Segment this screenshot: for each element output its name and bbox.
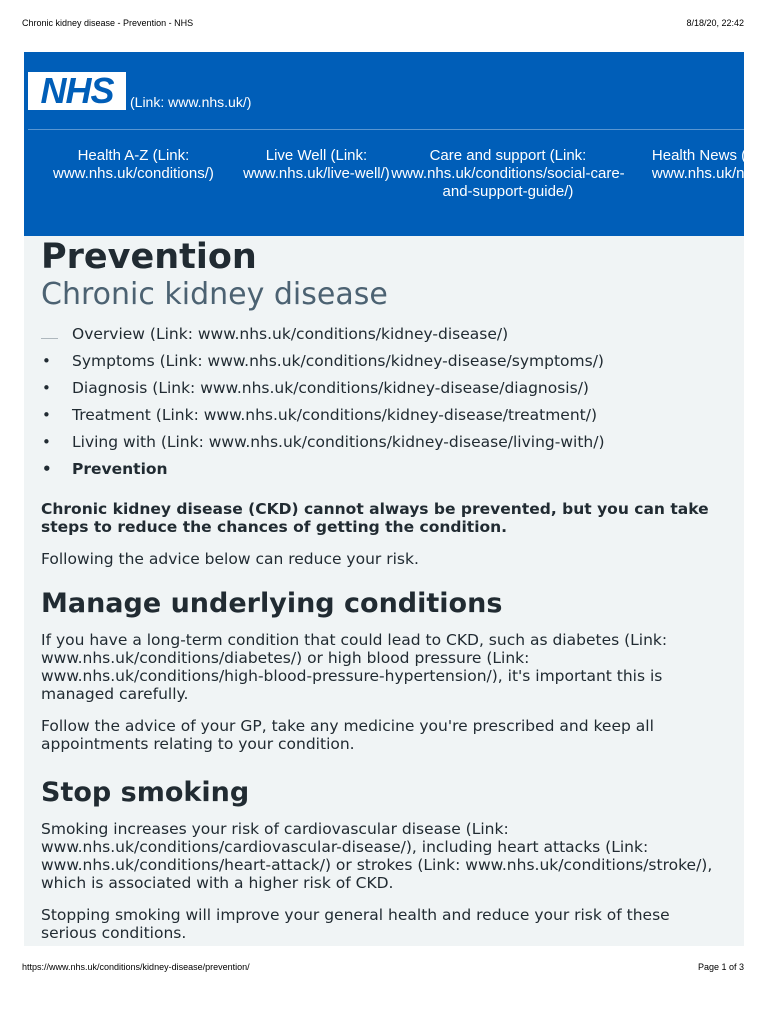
intro-paragraph: Following the advice below can reduce your risk. bbox=[41, 550, 419, 568]
print-page-title: Chronic kidney disease - Prevention - NHS bbox=[22, 18, 194, 28]
section-paragraph: If you have a long-term condition that could lead to CKD, such as diabetes (Link: www.nhs.uk/conditions/diabetes/) or high blood pressure (Link: www.nhs.uk/conditions/high-blood-pressure-hypertension/), it's important this is managed carefully. bbox=[41, 631, 668, 703]
contents-item-living-with[interactable] bbox=[41, 429, 724, 456]
nav-divider bbox=[28, 129, 744, 130]
contents-item-label[interactable]: Overview (Link: www.nhs.uk/conditions/kidney-disease/) bbox=[72, 325, 509, 343]
bullet-marker: • bbox=[42, 433, 51, 451]
dash-marker bbox=[41, 338, 58, 339]
section-paragraph: Stopping smoking will improve your general health and reduce your risk of these serious conditions. bbox=[41, 906, 670, 942]
contents-item-symptoms[interactable] bbox=[41, 348, 724, 375]
lead-paragraph: Chronic kidney disease (CKD) cannot always be prevented, but you can take steps to reduce the chances of getting the condition. bbox=[41, 500, 709, 536]
nav-item-health-news[interactable]: Health News (Link: www.nhs.uk/news/) bbox=[651, 147, 781, 182]
contents-item-label: Prevention bbox=[72, 460, 168, 478]
nav-item-live-well[interactable]: Live Well (Link: www.nhs.uk/live-well/) bbox=[243, 147, 390, 182]
contents-list bbox=[41, 321, 724, 483]
contents-item-treatment[interactable] bbox=[41, 402, 724, 429]
bullet-marker: • bbox=[42, 460, 52, 478]
nav-item-care-and-support[interactable]: Care and support (Link: www.nhs.uk/conditions/social-care-and-support-guide/) bbox=[391, 147, 625, 200]
print-datetime: 8/18/20, 22:42 bbox=[686, 18, 744, 28]
page-subtitle: Chronic kidney disease bbox=[41, 277, 388, 312]
contents-item-overview[interactable] bbox=[41, 321, 724, 348]
contents-item-label[interactable]: Symptoms (Link: www.nhs.uk/conditions/kidney-disease/symptoms/) bbox=[72, 352, 604, 370]
bullet-marker: • bbox=[42, 352, 51, 370]
nav-item-health-a-z[interactable]: Health A-Z (Link: www.nhs.uk/conditions/) bbox=[52, 147, 214, 182]
contents-item-diagnosis[interactable] bbox=[41, 375, 724, 402]
nhs-logo[interactable] bbox=[28, 72, 126, 110]
main-content bbox=[24, 236, 744, 946]
print-page-number: Page 1 of 3 bbox=[697, 962, 744, 972]
page-title: Prevention bbox=[41, 237, 257, 277]
print-footer bbox=[22, 962, 744, 972]
logo-row bbox=[28, 72, 251, 110]
site-header bbox=[24, 52, 781, 236]
bullet-marker: • bbox=[42, 379, 51, 397]
logo-link-text[interactable]: (Link: www.nhs.uk/) bbox=[130, 94, 252, 110]
section-heading-stop-smoking: Stop smoking bbox=[41, 777, 250, 808]
main-nav bbox=[24, 147, 784, 201]
print-url: https://www.nhs.uk/conditions/kidney-disease/prevention/ bbox=[22, 962, 250, 972]
print-header bbox=[22, 18, 744, 28]
contents-item-label[interactable]: Living with (Link: www.nhs.uk/conditions/kidney-disease/living-with/) bbox=[72, 433, 605, 451]
contents-item-prevention bbox=[41, 456, 724, 483]
nhs-logo-text: NHS bbox=[40, 70, 114, 111]
contents-item-label[interactable]: Treatment (Link: www.nhs.uk/conditions/kidney-disease/treatment/) bbox=[72, 406, 597, 424]
section-paragraph: Follow the advice of your GP, take any medicine you're prescribed and keep all appointments relating to your condition. bbox=[41, 717, 654, 753]
section-paragraph: Smoking increases your risk of cardiovascular disease (Link: www.nhs.uk/conditions/cardiovascular-disease/), including heart attacks (Link: www.nhs.uk/conditions/heart-attack/) or strokes (Link: www.nhs.uk/conditions/stroke/), which is associated with a higher risk of CKD. bbox=[41, 820, 713, 892]
section-heading-manage-conditions: Manage underlying conditions bbox=[41, 588, 503, 619]
contents-item-label[interactable]: Diagnosis (Link: www.nhs.uk/conditions/kidney-disease/diagnosis/) bbox=[72, 379, 589, 397]
bullet-marker: • bbox=[42, 406, 51, 424]
